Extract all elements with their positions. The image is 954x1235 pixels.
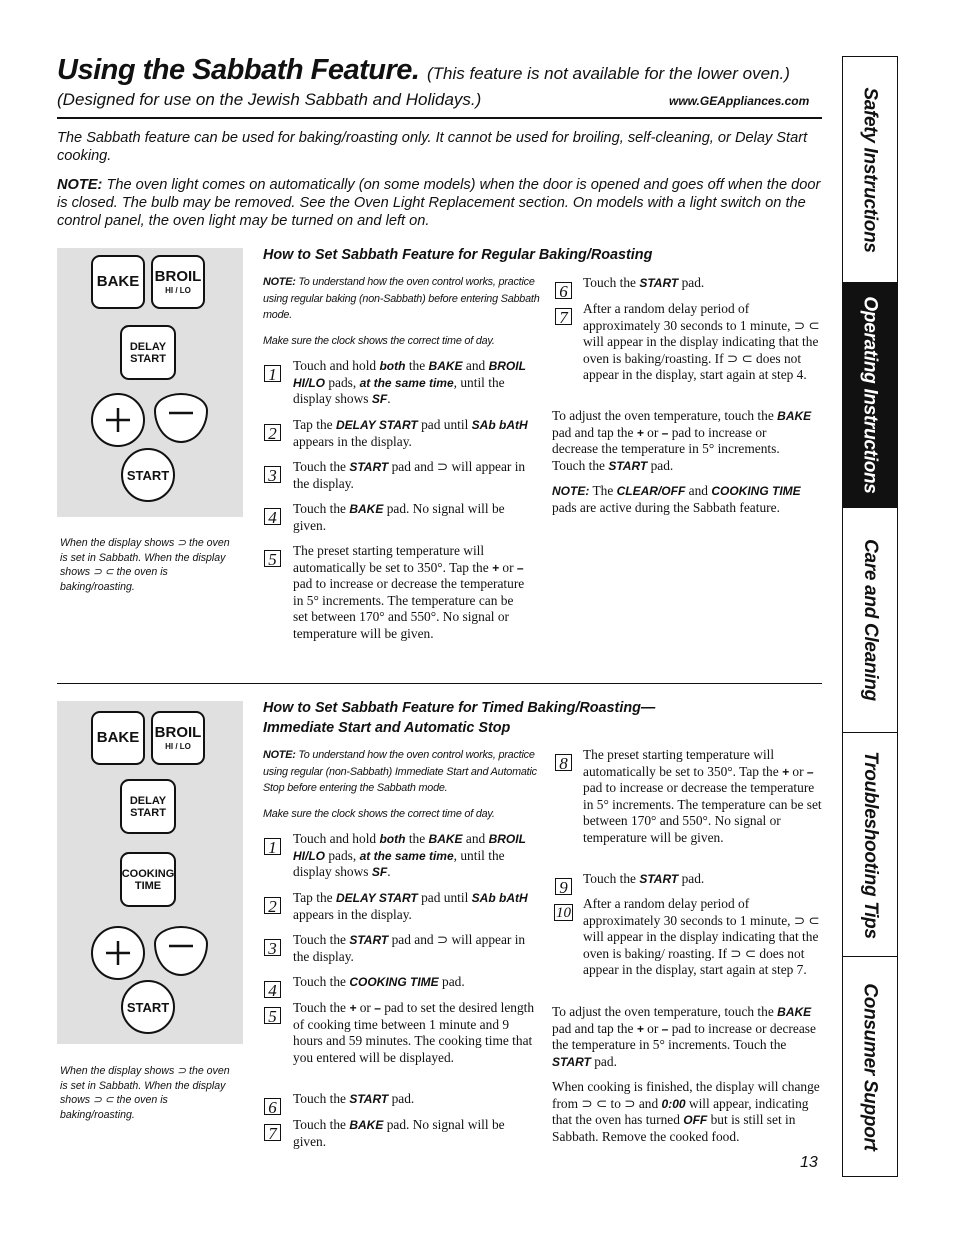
step-text: Touch the START pad.: [583, 871, 705, 886]
section-tabs: [842, 56, 898, 1177]
tab-troubleshooting-tips[interactable]: Troubleshooting Tips: [860, 750, 881, 939]
step-text: Touch the + or – pad to set the desired length of cooking time between 1 minute and 9 hours and 59 minutes. The cooking time that you entered will be displayed.: [293, 1000, 535, 1065]
plus-pad: [91, 393, 145, 447]
panel-caption: When the display shows ⊃ the oven is set in Sabbath. When the display shows ⊃ ⊂ the oven is baking/roasting.: [60, 537, 230, 593]
step-number: 7: [264, 1124, 281, 1141]
adjust-temperature-text: To adjust the oven temperature, touch the BAKE pad and tap the + or – pad to increase or decrease the temperature in 5° increments. Touch the START pad.: [552, 1004, 816, 1069]
delay-start-pad: DELAY START: [120, 779, 176, 834]
page-subtitle: (Designed for use on the Jewish Sabbath and Holidays.): [57, 90, 482, 109]
delay-start-pad: DELAY START: [120, 325, 176, 380]
start-pad: START: [121, 448, 175, 502]
panel-caption: When the display shows ⊃ the oven is set in Sabbath. When the display shows ⊃ ⊂ the oven is baking/roasting.: [60, 1065, 230, 1121]
tab-consumer-support[interactable]: Consumer Support: [860, 982, 882, 1151]
step-number: 2: [264, 424, 281, 441]
step-text: Touch the START pad and ⊃ will appear in the display.: [293, 459, 526, 491]
start-pad: START: [121, 980, 175, 1034]
step-number: 6: [555, 282, 572, 299]
clock-note: Make sure the clock shows the correct time of day.: [263, 335, 495, 347]
step-number: 1: [264, 838, 281, 855]
header-rule: [57, 117, 822, 119]
cooking-time-pad: COOKING TIME: [120, 852, 176, 907]
step-text: Tap the DELAY START pad until SAb bAtH appears in the display.: [293, 417, 528, 449]
step-number: 5: [264, 1007, 281, 1024]
website-link[interactable]: www.GEAppliances.com: [669, 94, 810, 108]
step-text: The preset starting temperature will automatically be set to 350°. Tap the + or – pad to increase or decrease the temperature in 5° increments. The temperature can be set between 170° and 550°. No signal or temperature will be given.: [583, 747, 822, 845]
step-text: Touch the START pad and ⊃ will appear in the display.: [293, 932, 526, 964]
step-text: Touch the BAKE pad. No signal will be given.: [293, 1117, 505, 1149]
plus-icon: [93, 395, 143, 445]
step-number: 4: [264, 508, 281, 525]
title-note: (This feature is not available for the lower oven.): [427, 64, 790, 83]
step-number: 6: [264, 1098, 281, 1115]
adjust-temperature-text: To adjust the oven temperature, touch the BAKE pad and tap the + or – pad to increase or decrease the temperature in 5° increments. Touch the START pad.: [552, 408, 812, 473]
step-number: 3: [264, 939, 281, 956]
tab-operating-instructions[interactable]: Operating Instructions: [843, 283, 897, 507]
step-text: Touch the START pad.: [583, 275, 705, 290]
step-number: 5: [264, 550, 281, 567]
intro-note: NOTE: The oven light comes on automatically (on some models) when the door is opened and goes off when the door is closed. The bulb may be removed. See the Oven Light Replacement section. On models with a light switch on the control panel, the oven light may be turned on and left on.: [57, 177, 821, 229]
step-text: After a random delay period of approximately 30 seconds to 1 minute, ⊃ ⊂ will appear in the display indicating that the oven is baking/ roasting. If ⊃ ⊂ does not appear in the display, start again at step 7.: [583, 896, 820, 977]
broil-pad: BROIL HI / LO: [151, 255, 205, 309]
step-text: Touch and hold both the BAKE and BROIL HI/LO pads, at the same time, until the display shows SF.: [293, 358, 526, 406]
step-text: Touch the BAKE pad. No signal will be given.: [293, 501, 505, 533]
clock-note: Make sure the clock shows the correct time of day.: [263, 808, 495, 820]
broil-pad: BROIL HI / LO: [151, 711, 205, 765]
control-panel-illustration: [57, 248, 243, 517]
practice-note: NOTE: To understand how the oven control works, practice using regular (non-Sabbath) Immediate Start and Automatic Stop before entering the Sabbath mode.: [263, 749, 537, 794]
control-panel-illustration-timed: [57, 701, 243, 1044]
step-text: After a random delay period of approximately 30 seconds to 1 minute, ⊃ ⊂ will appear in the display indicating that the oven is baking/roasting. If ⊃ ⊂ does not appear in the display, start again at step 4.: [583, 301, 820, 382]
step-number: 4: [264, 981, 281, 998]
step-text: Tap the DELAY START pad until SAb bAtH appears in the display.: [293, 890, 528, 922]
step-number: 9: [555, 878, 572, 895]
step-number: 3: [264, 466, 281, 483]
plus-pad: [91, 926, 145, 980]
page-title: Using the Sabbath Feature. (This feature is not available for the lower oven.): [57, 54, 790, 86]
step-text: Touch the START pad.: [293, 1091, 415, 1106]
minus-icon: [156, 928, 206, 974]
tab-safety-instructions[interactable]: Safety Instructions: [860, 86, 881, 253]
intro-paragraph: The Sabbath feature can be used for baking/roasting only. It cannot be used for broiling, self-cleaning, or Delay Start cooking.: [57, 130, 808, 164]
step-text: The preset starting temperature will automatically be set to 350°. Tap the + or – pad to increase or decrease the temperature in 5° increments. The temperature can be set between 170° and 550°. No signal or temperature will be given.: [293, 543, 525, 641]
section-heading-timed: How to Set Sabbath Feature for Timed Baking/Roasting—: [263, 700, 656, 716]
minus-icon: [156, 395, 206, 441]
minus-pad: [154, 393, 208, 443]
active-pads-note: NOTE: The CLEAR/OFF and COOKING TIME pads are active during the Sabbath feature.: [552, 483, 801, 515]
bake-pad: BAKE: [91, 711, 145, 765]
step-text: Touch the COOKING TIME pad.: [293, 974, 465, 989]
section-divider: [57, 683, 822, 684]
minus-pad: [154, 926, 208, 976]
section-heading-timed-line2: Immediate Start and Automatic Stop: [263, 720, 511, 736]
bake-pad: BAKE: [91, 255, 145, 309]
step-number: 10: [556, 905, 571, 921]
step-number: 2: [264, 897, 281, 914]
step-number: 7: [555, 308, 572, 325]
plus-icon: [93, 928, 143, 978]
section-heading-regular: How to Set Sabbath Feature for Regular Baking/Roasting: [263, 247, 653, 263]
cooking-finished-text: When cooking is finished, the display will change from ⊃ ⊂ to ⊃ and 0:00 will appear, indicating that the oven has turned OFF but is still set in Sabbath. Remove the cooked food.: [552, 1079, 820, 1144]
page-number: 13: [800, 1154, 818, 1171]
step-number: 8: [555, 754, 572, 771]
step-text: Touch and hold both the BAKE and BROIL HI/LO pads, at the same time, until the display shows SF.: [293, 831, 526, 879]
tab-care-and-cleaning[interactable]: Care and Cleaning: [860, 539, 881, 701]
step-number: 1: [264, 365, 281, 382]
practice-note: NOTE: To understand how the oven control works, practice using regular baking (non-Sabbath) before entering Sabbath mode.: [263, 276, 540, 321]
